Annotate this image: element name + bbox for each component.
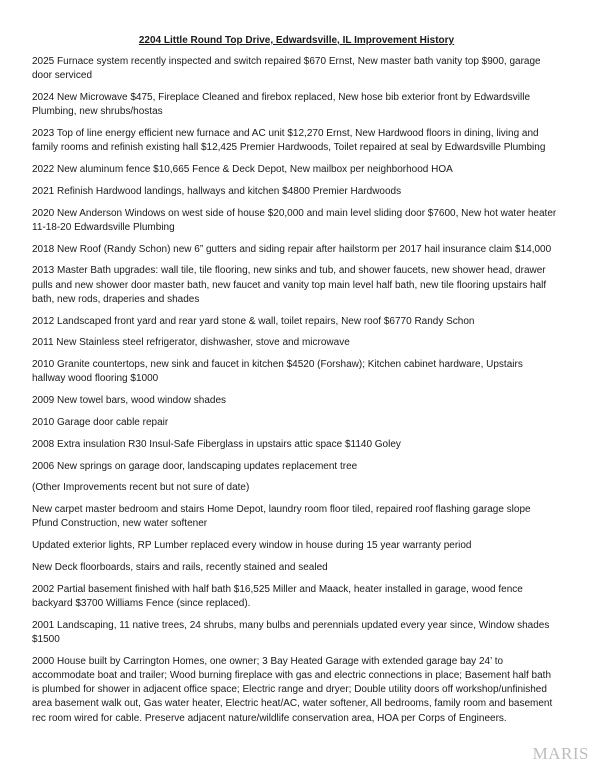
improvement-entry-2018: 2018 New Roof (Randy Schon) new 6” gutters and siding repair after hailstorm per 2017 hail insurance claim $14,000	[32, 243, 552, 255]
improvement-entry-exterior-lights: Updated exterior lights, RP Lumber replaced every window in house during 15 year warranty period	[32, 540, 472, 552]
section-note-other-improvements: (Other Improvements recent but not sure of date)	[32, 482, 250, 494]
improvement-entry-2000: 2000 House built by Carrington Homes, one owner; 3 Bay Heated Garage with extended garage bay 24’ to accommodate boat and trailer; Wood burning fireplace with gas and electric connections in place; Basement half bath is plumbed for shower in adjacent office space; Electric range and dryer; Double utility doors off workshop/unfinished area basement walk out, Gas water heater, Electric heat/AC, water softener, All bedrooms, family room and basement rec room wired for cable. Preserve adjacent nature/wildlife conservation area, HOA per Corps of Engineers.	[32, 655, 553, 724]
improvement-entry-2023: 2023 Top of line energy efficient new furnace and AC unit $12,270 Ernst, New Hardwood floors in dining, living and family rooms and refinish existing hall $12,425 Premier Hardwoods, Toilet repaired at seal by Edwardsville Plumbing	[32, 128, 546, 154]
improvement-entry-2020: 2020 New Anderson Windows on west side of house $20,000 and main level sliding door $7600, New hot water heater 11-18-20 Edwardsville Plumbing	[32, 207, 557, 233]
improvement-entry-deck: New Deck floorboards, stairs and rails, recently stained and sealed	[32, 561, 328, 573]
improvement-entry-2010-garage: 2010 Garage door cable repair	[32, 416, 169, 428]
improvement-entry-2022: 2022 New aluminum fence $10,665 Fence & Deck Depot, New mailbox per neighborhood HOA	[32, 164, 453, 175]
improvement-entry-2025: 2025 Furnace system recently inspected and switch repaired $670 Ernst, New master bath vanity top $900, garage door serviced	[32, 56, 541, 82]
improvement-entry-2011: 2011 New Stainless steel refrigerator, dishwasher, stove and microwave	[32, 337, 350, 349]
improvement-entry-2013: 2013 Master Bath upgrades: wall tile, tile flooring, new sinks and tub, and shower faucets, new shower head, drawer pulls and new shower door master bath, new faucet and vanity top main level half bath, new tile flooring upstairs half bath, new rods, draperies and shades	[32, 265, 547, 305]
improvement-list	[32, 55, 557, 733]
document-title: 2204 Little Round Top Drive, Edwardsville, IL Improvement History	[138, 35, 455, 46]
improvement-entry-2008: 2008 Extra insulation R30 Insul-Safe Fiberglass in upstairs attic space $1140 Goley	[32, 438, 401, 450]
improvement-entry-2012: 2012 Landscaped front yard and rear yard stone & wall, toilet repairs, New roof $6770 Randy Schon	[32, 315, 475, 327]
maris-watermark-logo: MARIS	[532, 744, 589, 763]
improvement-entry-2002: 2002 Partial basement finished with half bath $16,525 Miller and Maack, heater installed in garage, wood fence backyard $3700 Williams Fence (since replaced).	[32, 583, 523, 609]
improvement-entry-2006: 2006 New springs on garage door, landscaping updates replacement tree	[32, 460, 358, 472]
improvement-entry-2009: 2009 New towel bars, wood window shades	[32, 395, 226, 407]
improvement-entry-2010-granite: 2010 Granite countertops, new sink and faucet in kitchen $4520 (Forshaw); Kitchen cabinet hardware, Upstairs hallway wood flooring $1000	[32, 359, 523, 385]
improvement-entry-2021: 2021 Refinish Hardwood landings, hallways and kitchen $4800 Premier Hardwoods	[32, 185, 402, 197]
improvement-entry-carpet: New carpet master bedroom and stairs Home Depot, laundry room floor tiled, repaired roof flashing garage slope Pfund Construction, new water softener	[32, 504, 531, 530]
improvement-entry-2001: 2001 Landscaping, 11 native trees, 24 shrubs, many bulbs and perennials updated every year since, Window shades $1500	[32, 619, 550, 645]
improvement-entry-2024: 2024 New Microwave $475, Fireplace Cleaned and firebox replaced, New hose bib exterior front by Edwardsville Plumbing, new shrubs/hostas	[32, 92, 531, 118]
